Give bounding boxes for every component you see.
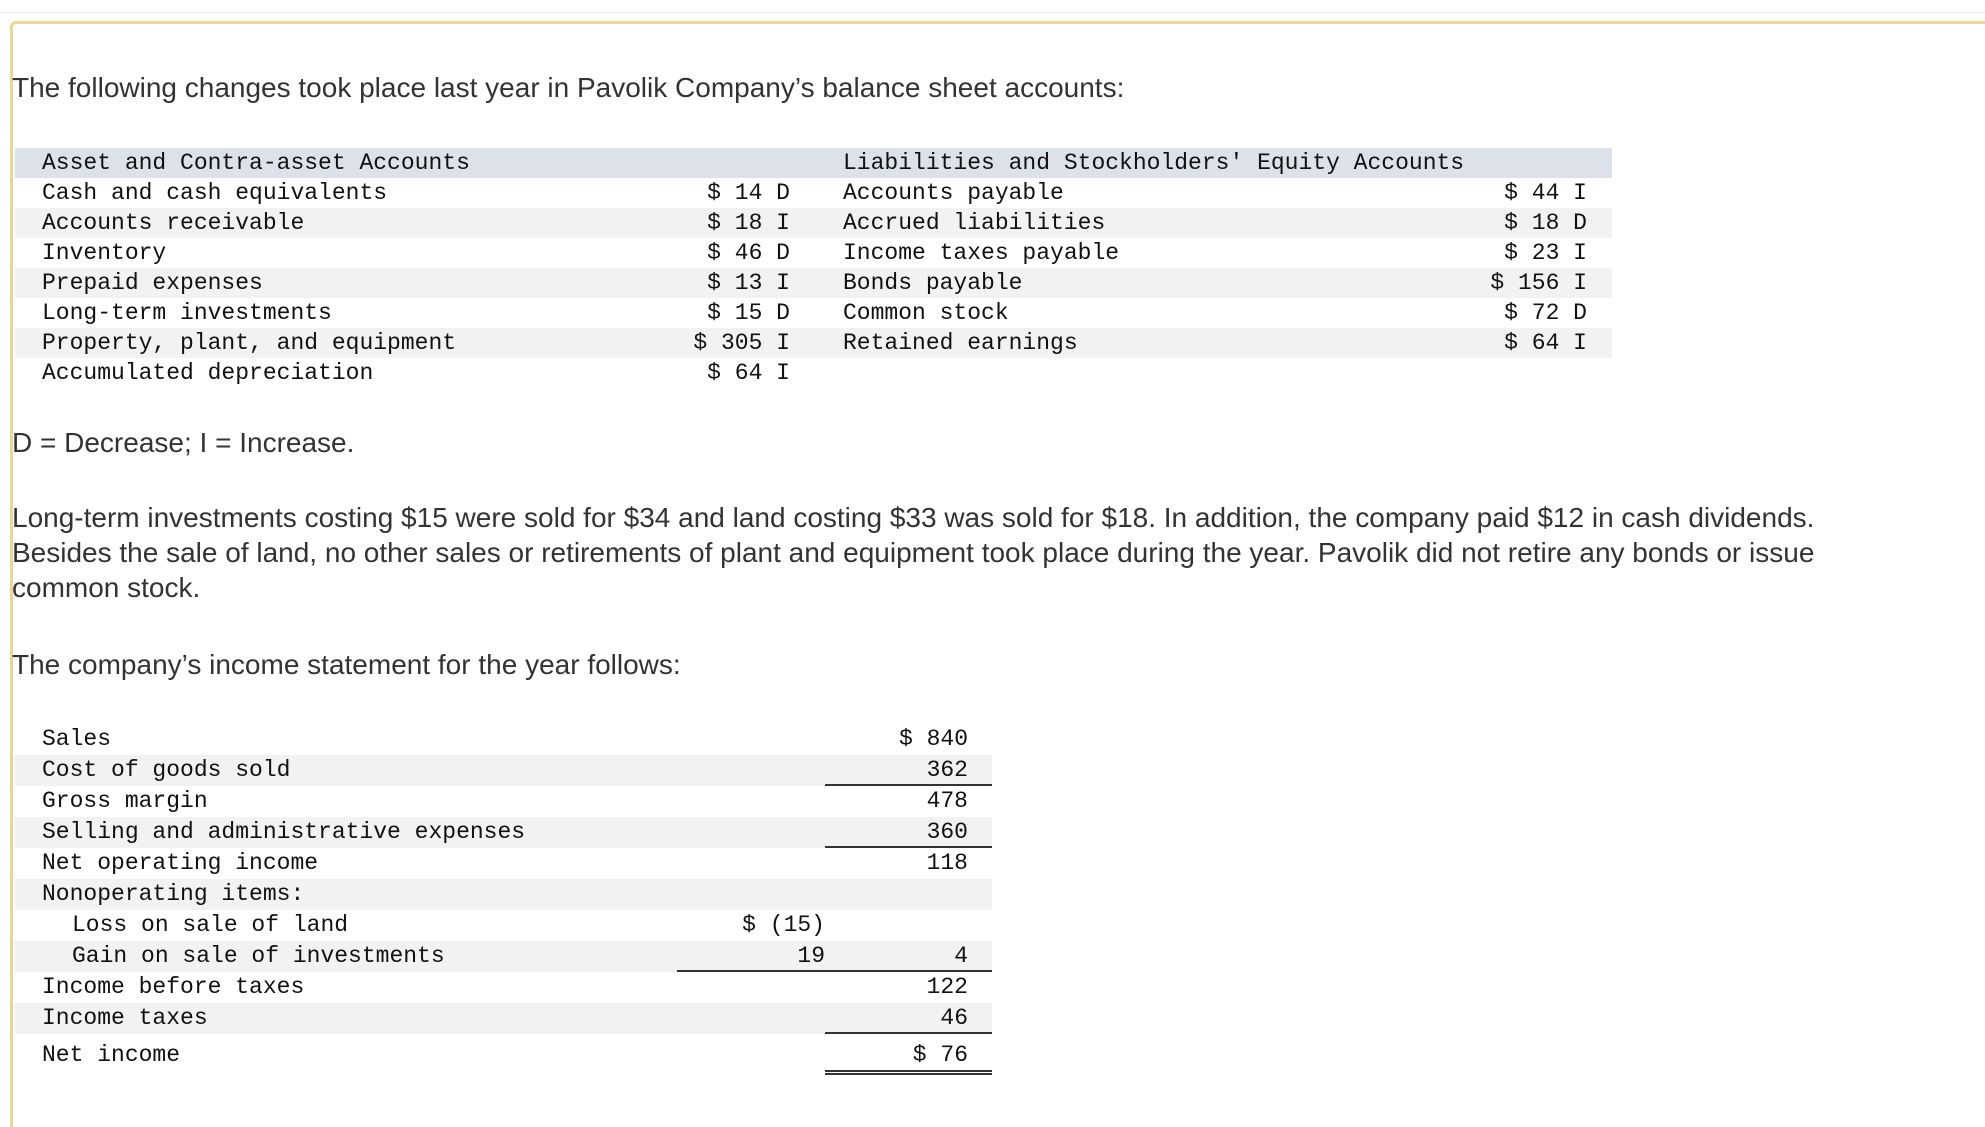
asset-label: Prepaid expenses bbox=[42, 270, 263, 296]
net-operating-income-label: Net operating income bbox=[42, 850, 319, 876]
table-row bbox=[15, 755, 992, 786]
table-row bbox=[15, 941, 992, 972]
asset-change: $ 15 D bbox=[707, 300, 790, 326]
nonoperating-items-label: Nonoperating items: bbox=[42, 881, 305, 907]
table-row bbox=[15, 1040, 992, 1071]
facts-text: Long-term investments costing $15 were sold for $34 and land costing $33 was sold for $18. In addition, the company paid $12 in cash dividends. Besides the sale of land, no other sales or retirements of plant and equipment took place during the year. Pavolik did not retire any bonds or issue common stock. bbox=[12, 502, 1815, 603]
table-row bbox=[15, 328, 1612, 358]
gain-on-investments-label: Gain on sale of investments bbox=[72, 943, 445, 969]
liability-label: Accrued liabilities bbox=[843, 210, 1106, 236]
asset-change: $ 46 D bbox=[707, 240, 790, 266]
income-statement-intro: The company’s income statement for the year follows: bbox=[12, 649, 681, 680]
table-row bbox=[15, 972, 992, 1003]
liability-label: Retained earnings bbox=[843, 330, 1078, 356]
asset-change: $ 13 I bbox=[707, 270, 790, 296]
net-operating-income-amount: 118 bbox=[926, 850, 968, 876]
nonoperating-total-amount: 4 bbox=[954, 943, 968, 969]
liability-accounts-header: Liabilities and Stockholders' Equity Accounts bbox=[843, 150, 1465, 176]
net-income-amount: $ 76 bbox=[912, 1042, 968, 1068]
liability-change: $ 23 I bbox=[1504, 240, 1587, 266]
liability-label: Common stock bbox=[843, 300, 1009, 326]
asset-label: Cash and cash equivalents bbox=[42, 180, 388, 206]
top-divider bbox=[0, 12, 1985, 13]
income-before-taxes-label: Income before taxes bbox=[42, 974, 305, 1000]
income-taxes-label: Income taxes bbox=[42, 1005, 208, 1031]
liability-change: $ 64 I bbox=[1504, 330, 1587, 356]
table-row bbox=[15, 724, 992, 755]
asset-accounts-header: Asset and Contra-asset Accounts bbox=[42, 150, 470, 176]
liability-change: $ 72 D bbox=[1504, 300, 1587, 326]
underline bbox=[825, 1032, 992, 1034]
table-row bbox=[15, 268, 1612, 298]
loss-on-land-amount: $ (15) bbox=[742, 912, 825, 938]
table-row bbox=[15, 817, 992, 848]
sga-label: Selling and administrative expenses bbox=[42, 819, 526, 845]
liability-label: Income taxes payable bbox=[843, 240, 1120, 266]
double-underline bbox=[825, 1070, 992, 1075]
table-header-row bbox=[15, 148, 1612, 178]
income-statement-table bbox=[15, 724, 992, 1071]
gross-margin-label: Gross margin bbox=[42, 788, 208, 814]
asset-change: $ 14 D bbox=[707, 180, 790, 206]
sales-label: Sales bbox=[42, 726, 112, 752]
intro-text: The following changes took place last year in Pavolik Company’s balance sheet accounts: bbox=[12, 72, 1125, 103]
gain-on-investments-amount: 19 bbox=[797, 943, 825, 969]
sales-amount: $ 840 bbox=[898, 726, 968, 752]
asset-change: $ 64 I bbox=[707, 360, 790, 386]
table-row bbox=[15, 910, 992, 941]
liability-change: $ 44 I bbox=[1504, 180, 1587, 206]
table-row bbox=[15, 358, 1612, 388]
asset-change: $ 305 I bbox=[693, 330, 790, 356]
asset-label: Accumulated depreciation bbox=[42, 360, 374, 386]
table-row bbox=[15, 178, 1612, 208]
asset-change: $ 18 I bbox=[707, 210, 790, 236]
table-row bbox=[15, 1003, 992, 1034]
loss-on-land-label: Loss on sale of land bbox=[72, 912, 349, 938]
asset-label: Accounts receivable bbox=[42, 210, 305, 236]
income-taxes-amount: 46 bbox=[940, 1005, 968, 1031]
liability-label: Bonds payable bbox=[843, 270, 1023, 296]
asset-label: Long-term investments bbox=[42, 300, 332, 326]
asset-label: Inventory bbox=[42, 240, 167, 266]
gross-margin-amount: 478 bbox=[926, 788, 968, 814]
table-row bbox=[15, 879, 992, 910]
table-row bbox=[15, 208, 1612, 238]
legend-text: D = Decrease; I = Increase. bbox=[12, 427, 355, 458]
liability-change: $ 156 I bbox=[1490, 270, 1587, 296]
table-row bbox=[15, 786, 992, 817]
sga-amount: 360 bbox=[926, 819, 968, 845]
cogs-amount: 362 bbox=[926, 757, 968, 783]
cogs-label: Cost of goods sold bbox=[42, 757, 291, 783]
liability-label: Accounts payable bbox=[843, 180, 1064, 206]
table-row bbox=[15, 298, 1612, 328]
liability-change: $ 18 D bbox=[1504, 210, 1587, 236]
table-row bbox=[15, 238, 1612, 268]
table-row bbox=[15, 848, 992, 879]
net-income-label: Net income bbox=[42, 1042, 181, 1068]
income-before-taxes-amount: 122 bbox=[926, 974, 968, 1000]
asset-label: Property, plant, and equipment bbox=[42, 330, 457, 356]
balance-sheet-changes-table bbox=[15, 148, 1612, 388]
